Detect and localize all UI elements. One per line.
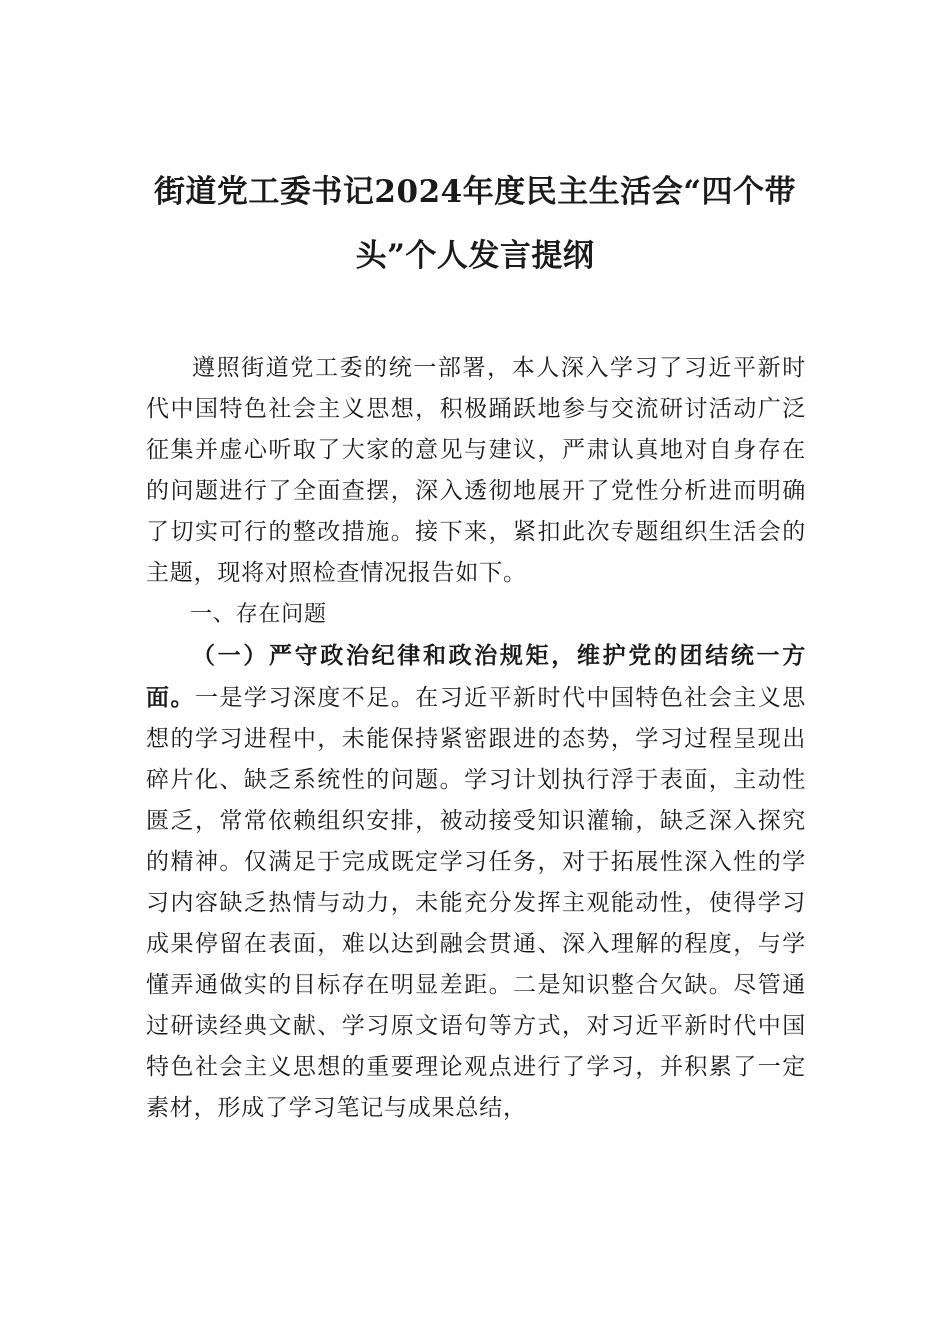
subsection-heading: （一）严守政治纪律和政治规矩，维护党的团结统一方面。 — [146, 642, 806, 711]
subsection-text: 一是学习深度不足。在习近平新时代中国特色社会主义思想的学习进程中，未能保持紧密跟进的态势，学习过程呈现出碎片化、缺乏系统性的问题。学习计划执行浮于表面，主动性匮乏，常常依赖组织安排，被动接受知识灌输，缺乏深入探究的精神。仅满足于完成既定学习任务，对于拓展性深入性的学习内容缺乏热情与动力，未能充分发挥主观能动性，使得学习成果停留在表面，难以达到融会贯通、深入理解的程度，与学懂弄通做实的目标存在明显差距。二是知识整合欠缺。尽管通过研读经典文献、学习原文语句等方式，对习近平新时代中国特色社会主义思想的重要理论观点进行了学习，并积累了一定素材，形成了学习笔记与成果总结， — [146, 685, 807, 1121]
section-heading-problems: 一、存在问题 — [190, 602, 327, 627]
intro-paragraph: 遵照街道党工委的统一部署，本人深入学习了习近平新时代中国特色社会主义思想，积极踊跃地参与交流研讨活动广泛征集并虚心听取了大家的意见与建议，严肃认真地对自身存在的问题进行了全面查摆，深入透彻地展开了党性分析进而明确了切实可行的整改措施。接下来，紧扣此次专题组织生活会的主题，现将对照检查情况报告如下。 — [146, 355, 806, 586]
subsection-paragraph — [146, 635, 806, 1129]
document-title: 街道党工委书记2024年度民主生活会“四个带头”个人发言提纲 — [153, 174, 797, 274]
document-body — [146, 348, 806, 1129]
